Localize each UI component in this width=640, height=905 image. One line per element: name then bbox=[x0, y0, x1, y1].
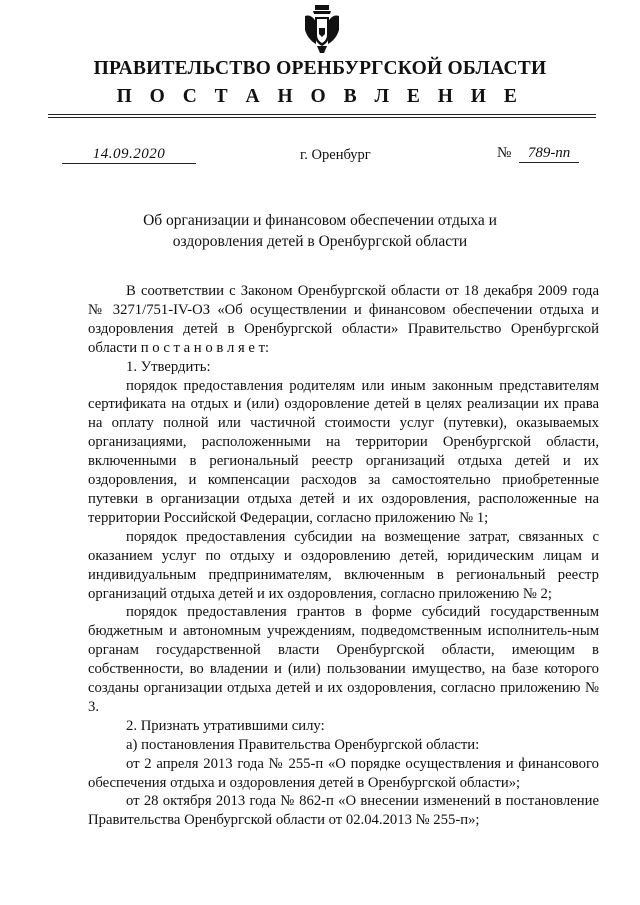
paragraph-item-1: 1. Утвердить: bbox=[126, 358, 211, 375]
title-line-1: Об организации и финансовом обеспечении отдыха и bbox=[143, 212, 497, 229]
document-body bbox=[88, 282, 599, 830]
header-rule-thin bbox=[48, 117, 596, 118]
header-rule bbox=[48, 114, 596, 115]
paragraph-procedure-1: порядок предоставления родителям или иным законным представителям сертификата на отдых и (или) оздоровление детей в целях реализации их права на оплату полной или частичной стоимости услуг (путевки), оказываемых организациями, расположенными на территории Оренбургской области, включенными в региональный реестр организаций отдыха детей и их оздоровления, и компенсации расходов за самостоятельно приобретенные путевки в организации отдыха детей и их оздоровления, расположенные на территории Российской Федерации, согласно приложению № 1; bbox=[88, 377, 599, 526]
document-number bbox=[497, 144, 579, 163]
paragraph-preamble: В соответствии с Законом Оренбургской области от 18 декабря 2009 года № 3271/751-IV-ОЗ «Об осуществлении и финансовом обеспечении отдыха и оздоровления детей в Оренбургской области» Правительство Оренбургской области п о с т а н о в л я е т: bbox=[88, 283, 599, 356]
paragraph-repeal-1: от 2 апреля 2013 года № 255-п «О порядке осуществления и финансового обеспечения отдыха и оздоровления детей в Оренбургской области»; bbox=[88, 755, 599, 791]
government-title: ПРАВИТЕЛЬСТВО ОРЕНБУРГСКОЙ ОБЛАСТИ bbox=[93, 58, 547, 79]
coat-of-arms-icon bbox=[302, 4, 342, 54]
number-prefix: № bbox=[497, 145, 512, 161]
title-line-2: оздоровления детей в Оренбургской области bbox=[172, 233, 468, 250]
paragraph-item-2: 2. Признать утратившими силу: bbox=[126, 717, 325, 734]
paragraph-procedure-2: порядок предоставления субсидии на возмещение затрат, связанных с оказанием услуг по отдыху и оздоровлению детей, юридическим лицам и индивидуальным предпринимателям, включенным в региональный реестр организаций отдыха детей и их оздоровления, согласно приложению № 2; bbox=[88, 528, 599, 602]
number-value: 789-пп bbox=[519, 144, 579, 163]
document-city: г. Оренбург bbox=[300, 147, 371, 163]
paragraph-item-2a: а) постановления Правительства Оренбургской области: bbox=[126, 736, 480, 753]
paragraph-repeal-2: от 28 октября 2013 года № 862-п «О внесении изменений в постановление Правительства Оренбургской области от 02.04.2013 № 255-п»; bbox=[88, 793, 599, 829]
document-title bbox=[0, 210, 640, 252]
paragraph-procedure-3: порядок предоставления грантов в форме субсидий государственным бюджетным и автономным учреждениям, подведомственным исполнитель-ным органам государственной власти Оренбургской области, имеющим в собственности, во владении и (или) пользовании имущество, на базе которого созданы организации отдыха детей и их оздоровления, согласно приложению № 3. bbox=[88, 604, 599, 715]
document-date: 14.09.2020 bbox=[62, 145, 196, 164]
document-type: П О С Т А Н О В Л Е Н И Е bbox=[116, 86, 524, 107]
